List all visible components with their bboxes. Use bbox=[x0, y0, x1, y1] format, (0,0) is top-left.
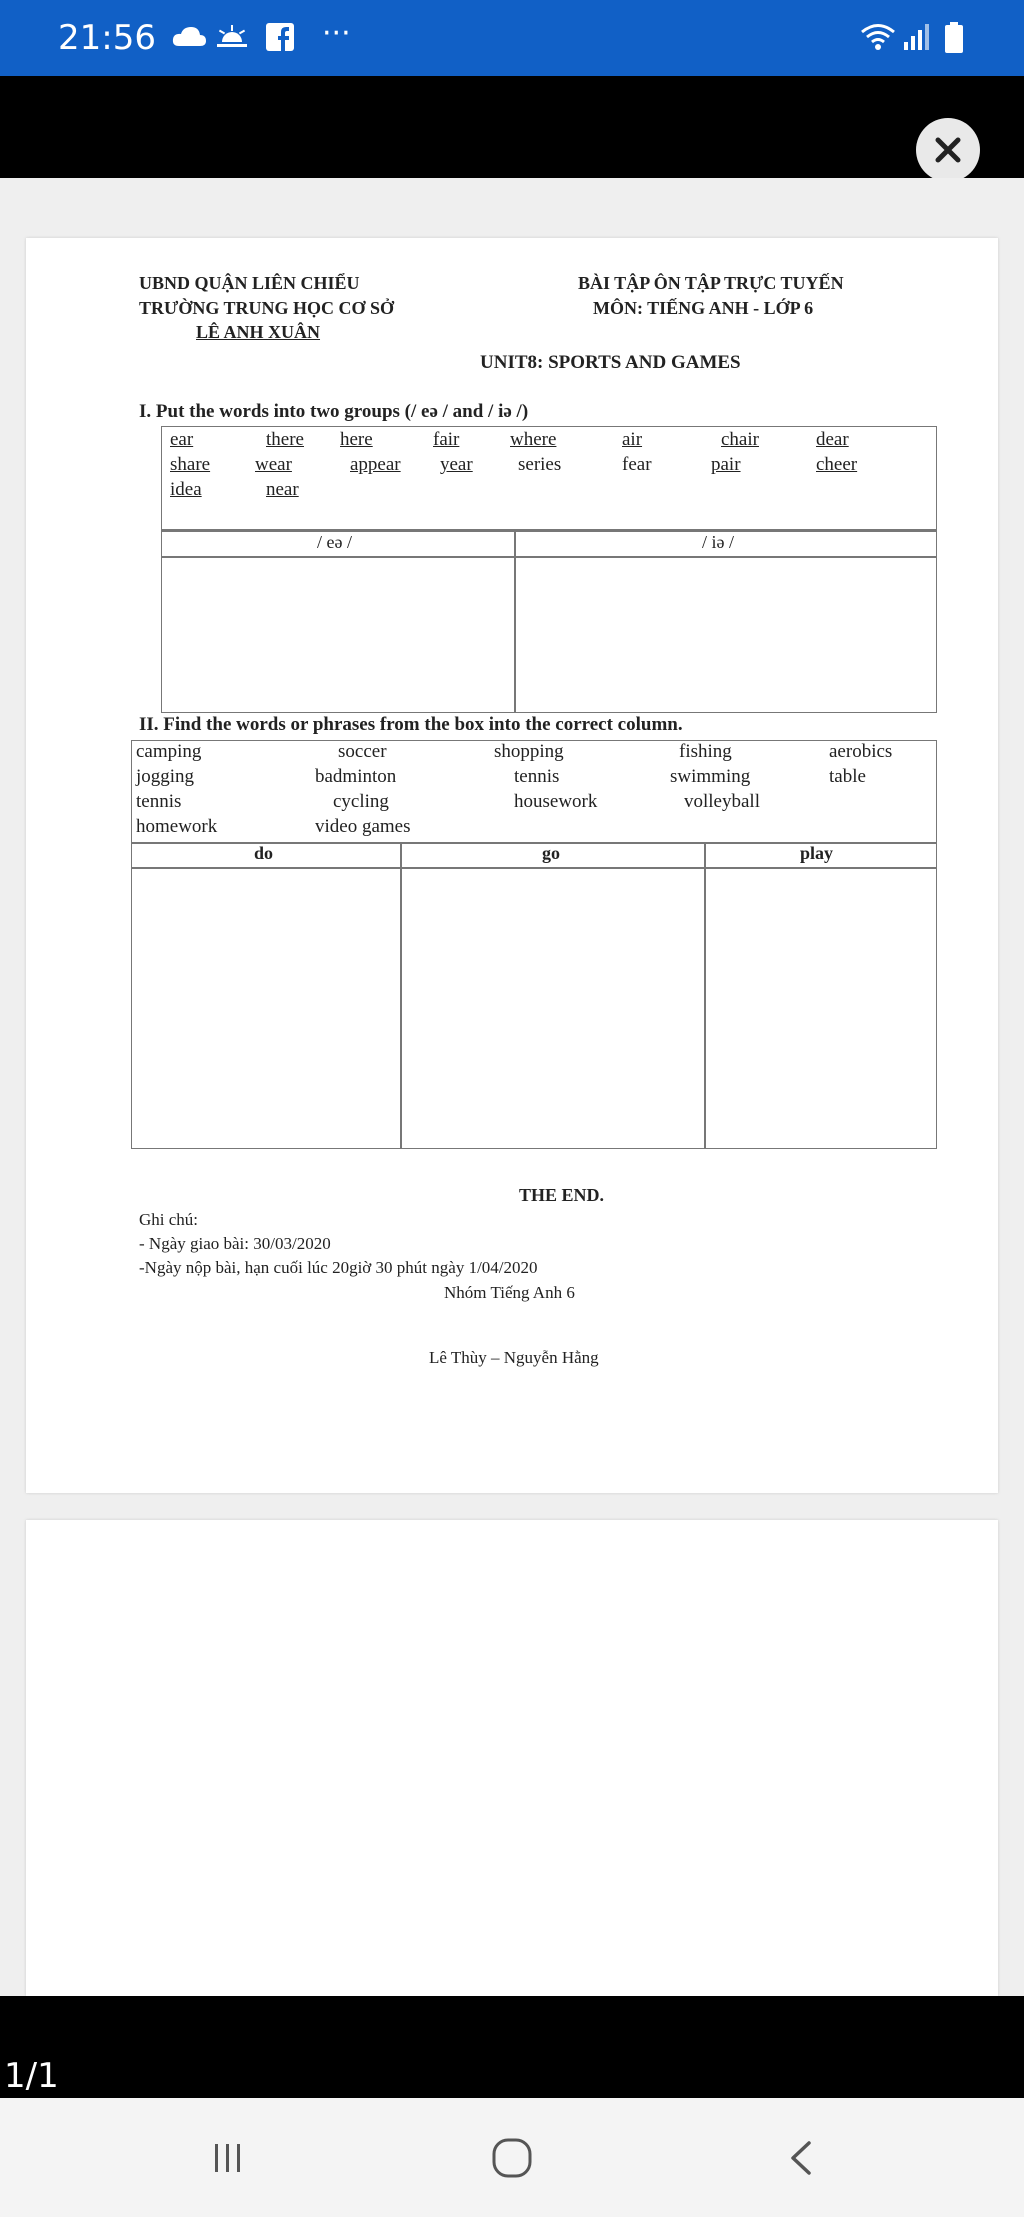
section-2-word-box bbox=[131, 740, 937, 844]
word: badminton bbox=[315, 766, 397, 787]
column-header-go: go bbox=[542, 843, 560, 863]
column-header-do: do bbox=[254, 843, 274, 863]
document-viewer[interactable] bbox=[0, 178, 1024, 1996]
home-icon bbox=[490, 2136, 534, 2180]
header-right-line-1: BÀI TẬP ÔN TẬP TRỰC TUYẾN bbox=[578, 273, 844, 293]
close-button[interactable] bbox=[916, 118, 980, 182]
word: here bbox=[340, 429, 373, 450]
word: video games bbox=[315, 816, 411, 837]
page-indicator: 1/1 bbox=[4, 2056, 59, 2096]
home-button[interactable] bbox=[482, 2134, 542, 2182]
authors: Lê Thùy – Nguyễn Hằng bbox=[429, 1348, 599, 1367]
notes-line-2: -Ngày nộp bài, hạn cuối lúc 20giờ 30 phút ngày 1/04/2020 bbox=[139, 1258, 538, 1277]
section-1-table bbox=[161, 530, 937, 713]
column-header-ia: / iə / bbox=[702, 532, 734, 552]
word: fair bbox=[433, 429, 460, 450]
viewer-top-bar bbox=[0, 76, 1024, 178]
word: volleyball bbox=[684, 791, 760, 812]
word: year bbox=[440, 454, 473, 475]
header-left-line-3: LÊ ANH XUÂN bbox=[196, 322, 321, 342]
document-page-2 bbox=[26, 1520, 998, 1996]
word: tennis bbox=[514, 766, 560, 787]
word: appear bbox=[350, 454, 401, 475]
word: fishing bbox=[679, 741, 732, 762]
battery-icon bbox=[944, 22, 964, 59]
status-bar bbox=[0, 0, 1024, 76]
section-2-title: II. Find the words or phrases from the box into the correct column. bbox=[139, 714, 683, 735]
viewer-bottom-bar bbox=[0, 1996, 1024, 2098]
word: series bbox=[518, 454, 562, 475]
word: air bbox=[622, 429, 643, 450]
column-header-ea: / eə / bbox=[317, 532, 352, 552]
word: cycling bbox=[333, 791, 389, 812]
word: near bbox=[266, 479, 299, 500]
word: fear bbox=[622, 454, 652, 475]
word: there bbox=[266, 429, 304, 450]
signal-icon bbox=[902, 22, 930, 57]
word: homework bbox=[136, 816, 218, 837]
header-left-line-2: TRƯỜNG TRUNG HỌC CƠ SỞ bbox=[139, 298, 395, 318]
word: camping bbox=[136, 741, 202, 762]
word: swimming bbox=[670, 766, 751, 787]
header-left-line-1: UBND QUẬN LIÊN CHIỂU bbox=[139, 273, 360, 293]
word: soccer bbox=[338, 741, 387, 762]
more-icon: ··· bbox=[322, 16, 351, 51]
section-1-word-box bbox=[161, 426, 937, 530]
unit-title: UNIT8: SPORTS AND GAMES bbox=[480, 352, 741, 373]
word: ear bbox=[170, 429, 194, 450]
section-1-title: I. Put the words into two groups (/ eə / and / iə /) bbox=[139, 401, 529, 422]
word: aerobics bbox=[829, 741, 893, 762]
word: cheer bbox=[816, 454, 858, 475]
word: pair bbox=[711, 454, 741, 475]
word: shopping bbox=[494, 741, 564, 762]
back-button[interactable] bbox=[772, 2134, 832, 2182]
word: idea bbox=[170, 479, 202, 500]
word: tennis bbox=[136, 791, 182, 812]
recent-apps-button[interactable] bbox=[198, 2134, 258, 2182]
recent-apps-icon bbox=[208, 2138, 248, 2178]
word: chair bbox=[721, 429, 759, 450]
cloud-icon bbox=[170, 22, 208, 57]
word: share bbox=[170, 454, 211, 475]
word: dear bbox=[816, 429, 849, 450]
section-2-table bbox=[131, 842, 937, 1149]
column-header-play: play bbox=[800, 843, 834, 863]
status-time: 21:56 bbox=[58, 18, 156, 58]
word: table bbox=[829, 766, 866, 787]
word: wear bbox=[255, 454, 292, 475]
back-icon bbox=[782, 2138, 822, 2178]
header-right-line-2: MÔN: TIẾNG ANH - LỚP 6 bbox=[593, 298, 814, 318]
group-name: Nhóm Tiếng Anh 6 bbox=[444, 1283, 575, 1302]
close-icon bbox=[933, 135, 963, 165]
wifi-icon bbox=[860, 22, 896, 57]
notes-line-1: - Ngày giao bài: 30/03/2020 bbox=[139, 1234, 331, 1253]
word: where bbox=[510, 429, 557, 450]
facebook-icon bbox=[265, 22, 295, 57]
notes-heading: Ghi chú: bbox=[139, 1210, 199, 1229]
word: jogging bbox=[136, 766, 195, 787]
navigation-bar bbox=[0, 2098, 1024, 2217]
document-page-1 bbox=[26, 238, 998, 1493]
the-end: THE END. bbox=[519, 1185, 605, 1205]
sunrise-icon bbox=[214, 22, 250, 57]
word: housework bbox=[514, 791, 598, 812]
